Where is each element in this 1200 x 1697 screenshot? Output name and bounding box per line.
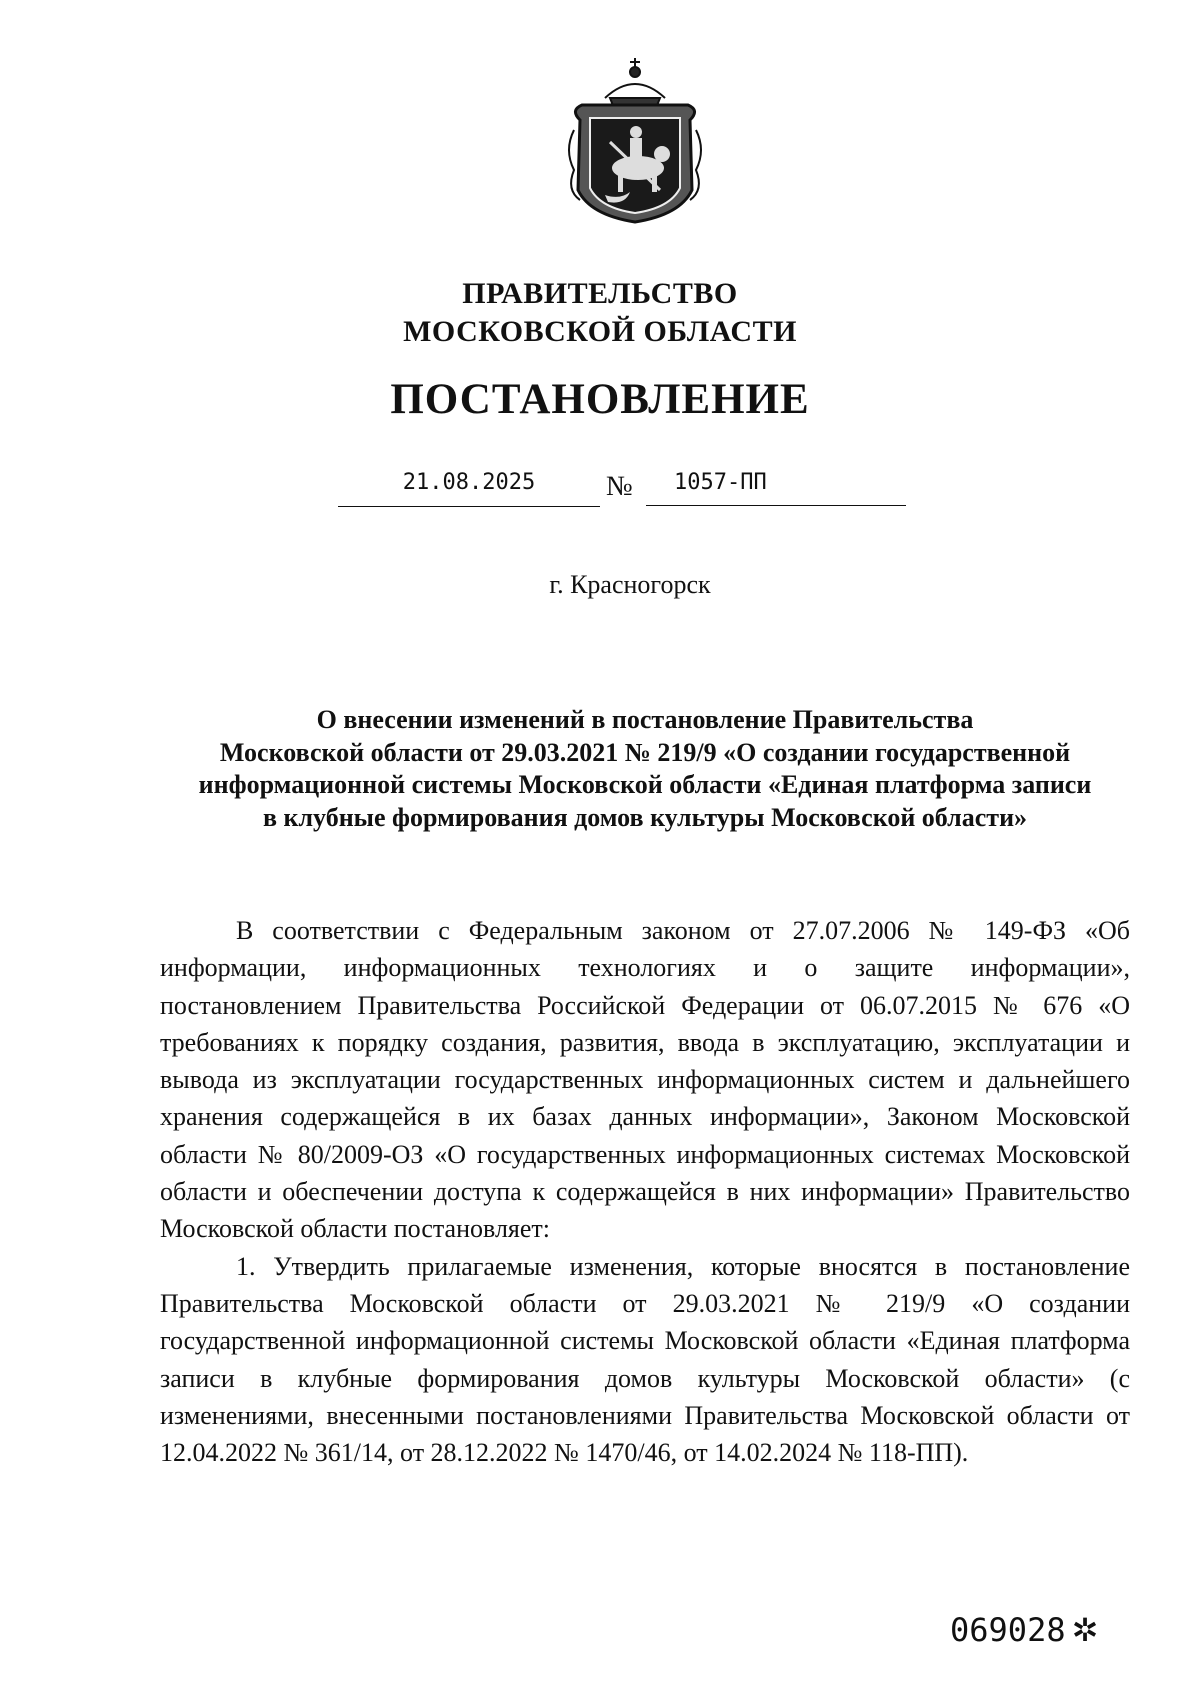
document-date: 21.08.2025 (338, 466, 600, 507)
coat-of-arms-icon (560, 50, 710, 230)
document-number: 1057-ПП (646, 466, 906, 506)
city: г. Красногорск (549, 570, 711, 599)
title-line: О внесении изменений в постановление Правительства (316, 705, 974, 734)
document-title (150, 704, 1140, 834)
serial-number (950, 1610, 1098, 1650)
serial-value: 069028 (950, 1611, 1066, 1649)
item-1-paragraph: 1. Утвердить прилагаемые изменения, которые вносятся в постановление Правительства Московской области от 29.03.2021 № 219/9 «О создании государственной информационной системы Московской области «Единая платформа записи в клубные формирования домов культуры Московской области» (с изменениями, внесенными постановлениями Правительства Московской области от 12.04.2022 № 361/14, от 28.12.2022 № 1470/46, от 14.02.2024 № 118-ПП). (160, 1251, 1130, 1468)
government-name (0, 275, 1200, 351)
number-sign: № (606, 471, 633, 502)
government-name-line2: МОСКОВСКОЙ ОБЛАСТИ (403, 315, 797, 348)
title-line: Московской области от 29.03.2021 № 219/9 «О создании государственной (219, 737, 1071, 767)
asterisk-icon: ✲ (1071, 1611, 1099, 1649)
document-type: ПОСТАНОВЛЕНИЕ (390, 376, 810, 423)
title-line: в клубные формирования домов культуры Московской области» (262, 802, 1028, 832)
government-name-line1: ПРАВИТЕЛЬСТВО (462, 277, 738, 310)
document-body (160, 912, 1130, 1471)
preamble-paragraph: В соответствии с Федеральным законом от 27.07.2006 № 149-ФЗ «Об информации, информационных технологиях и о защите информации», постановлением Правительства Российской Федерации от 06.07.2015 № 676 «О требованиях к порядку создания, развития, ввода в эксплуатацию, эксплуатации и вывода из эксплуатации государственных информационных систем и дальнейшего хранения содержащейся в их базах данных информации», Законом Московской области № 80/2009-ОЗ «О государственных информационных системах Московской области и обеспечении доступа к содержащейся в них информации» Правительство Московской области постановляет: (160, 916, 1130, 1244)
title-line: информационной системы Московской области «Единая платформа записи (198, 770, 1092, 799)
